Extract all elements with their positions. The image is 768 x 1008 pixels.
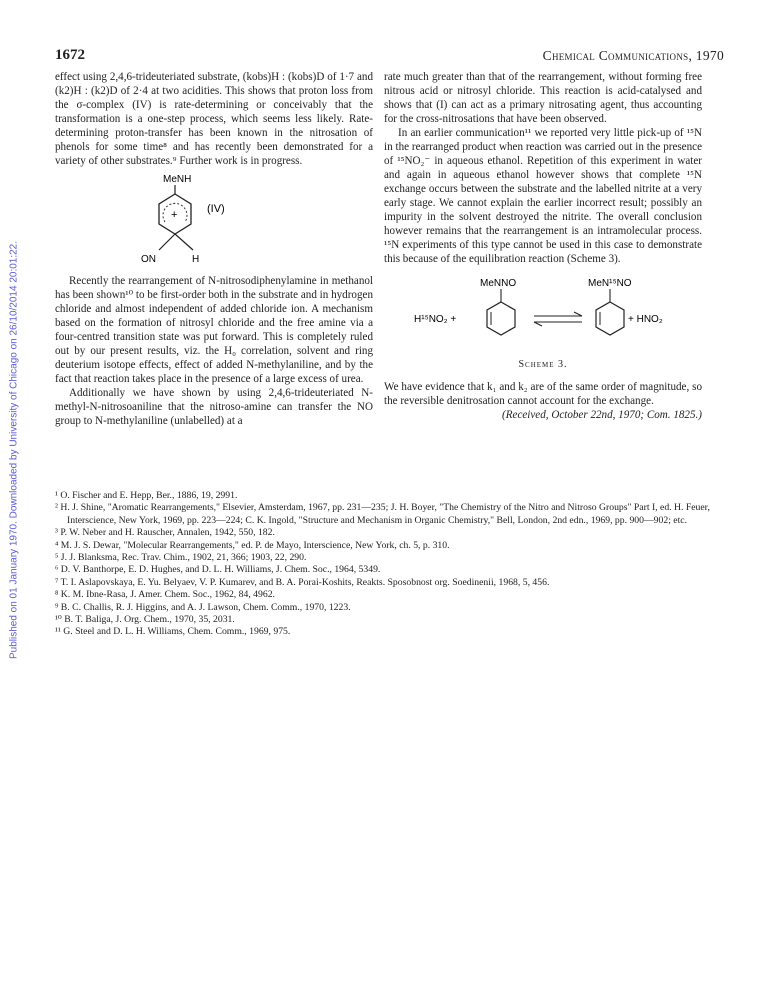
- left-paragraph-2: Recently the rearrangement of N-nitrosodiphenylamine in methanol has been shown¹⁰ to be first-order both in the substrate and in hydrogen chloride and almost independent of added chloride ion. A mechanism based on the formation of nitrosyl chloride and the free amine via a four-centred transition state was put forward. This is completely ruled out by our present results, viz. the H₀ correlation, solvent and ring deuterium isotope effects, effect of added N-methylaniline, and by the fact that reaction takes place in the presence of a large excess of urea.: [55, 275, 373, 385]
- right-paragraph-2: In an earlier communication¹¹ we reported very little pick-up of ¹⁵N in the rearranged product when reaction was carried out in the presence of ¹⁵NO₂⁻ in aqueous ethanol. Repetition of this experiment in water and again in aqueous ethanol however shows that complete ¹⁵N exchange occurs between the substrate and the labelled nitrite at a very early stage. We cannot explain the earlier incorrect result; possibly an impurity in the solvent destroyed the nitrite. The overall conclusion however remains that the rearrangement is an intramolecular process. ¹⁵N experiments of this type cannot be used in this case to demonstrate this because of the equilibration reaction (Scheme 3).: [384, 127, 702, 265]
- download-watermark-text: Published on 01 January 1970. Downloaded by University of Chicago on 26/10/2014 20:01:22.: [8, 240, 20, 660]
- figure-label-on: ON: [141, 254, 156, 265]
- reference-item: ⁹ B. C. Challis, R. J. Higgins, and A. J. Lawson, Chem. Comm., 1970, 1223.: [55, 601, 351, 613]
- scheme-forward-arrowhead: [574, 312, 582, 316]
- figure-bond-h: [175, 234, 193, 250]
- reference-item: ² H. J. Shine, "Aromatic Rearrangements," Elsevier, Amsterdam, 1967, pp. 231—235; J. H. Boyer, "The Chemistry of the Nitro and Nitroso Groups" Part I, ed. H. Feuer, Interscience, New York, 1969, pp. 223—224; C. K. Ingold, "Structure and Mechanism in Organic Chemistry," Bell, London, 2nd edn., 1969, pp. 900—902; etc.: [55, 502, 710, 526]
- scheme-right-men15no: MeN¹⁵NO: [588, 278, 632, 289]
- figure-bond-on: [159, 234, 175, 250]
- right-column: [384, 70, 702, 422]
- scheme-left-reagent: H¹⁵NO₂ +: [414, 314, 457, 325]
- received-date: (Received, October 22nd, 1970; Com. 1825.): [502, 409, 702, 421]
- reference-item: ⁶ D. V. Banthorpe, E. D. Hughes, and D. L. H. Williams, J. Chem. Soc., 1964, 5349.: [55, 564, 381, 576]
- scheme-left-menno: MeNNO: [480, 278, 517, 289]
- right-paragraph-3: We have evidence that k₁ and k₂ are of the same order of magnitude, so the reversible denitrosation cannot account for the exchange.: [384, 381, 702, 407]
- reference-item: ⁴ M. J. S. Dewar, "Molecular Rearrangements," ed. P. de Mayo, Interscience, New York, ch. 5, p. 310.: [55, 539, 450, 551]
- scheme-right-product: + HNO₂: [628, 314, 663, 325]
- reference-item: ¹ O. Fischer and E. Hepp, Ber., 1886, 19, 2991.: [55, 490, 238, 501]
- sigma-complex-figure: [55, 170, 373, 270]
- reference-item: ⁸ K. M. Ibne-Rasa, J. Amer. Chem. Soc., 1962, 84, 4962.: [55, 589, 275, 601]
- scheme-3-figure: [384, 274, 702, 356]
- reference-item: ⁵ J. J. Blanksma, Rec. Trav. Chim., 1902, 21, 366; 1903, 22, 290.: [55, 552, 307, 564]
- figure-label-h: H: [192, 254, 200, 265]
- download-watermark: [2, 150, 26, 750]
- reference-item: ³ P. W. Neber and H. Rauscher, Annalen, 1942, 550, 182.: [55, 527, 275, 539]
- scheme-reverse-arrowhead: [534, 322, 542, 326]
- reference-item: ¹⁰ B. T. Baliga, J. Org. Chem., 1970, 35, 2031.: [55, 614, 235, 626]
- reference-item: ⁷ T. I. Aslapovskaya, E. Yu. Belyaev, V. P. Kumarev, and B. A. Porai-Koshits, Reakts. Sposobnost org. Soedinenii, 1968, 5, 456.: [55, 576, 550, 588]
- scheme-3-structure: [384, 274, 702, 356]
- left-column: [55, 70, 373, 428]
- journal-header: Chemical Communications, 1970: [542, 48, 724, 63]
- sigma-complex-structure: [55, 170, 373, 270]
- right-paragraph-1: rate much greater than that of the rearrangement, without forming free nitrous acid or nitrosyl chloride. This reaction is acid-catalysed and shows that (I) can act as a primary nitrosating agent, thus accounting for the cross-nitrosations that have been observed.: [384, 71, 702, 125]
- reference-item: ¹¹ G. Steel and D. L. H. Williams, Chem. Comm., 1969, 975.: [55, 626, 291, 638]
- scheme-caption: Scheme 3.: [518, 359, 568, 370]
- figure-plus: +: [171, 209, 178, 221]
- references-list: [55, 490, 723, 639]
- page-number: 1672: [55, 47, 85, 63]
- figure-label-menh: MeNH: [163, 174, 192, 185]
- figure-compound-id: (IV): [207, 203, 225, 215]
- left-paragraph-1: effect using 2,4,6-trideuteriated substrate, (kobs)H : (kobs)D of 1·7 and (k2)H : (k2)D of 2·4 at two acidities. This shows that proton loss from the σ-complex (IV) is rate-determining or conceivably that the transformation is a one-step process, which seems less likely. Rate-determining proton-transfer has been known in the nitrosation of phenols for some time⁸ and has recently been demonstrated for a variety of other substrates.⁹ Further work is in progress.: [55, 71, 373, 167]
- left-paragraph-3: Additionally we have shown by using 2,4,6-trideuteriated N-methyl-N-nitrosoaniline that the nitroso-amine can transfer the NO group to N-methylaniline (unlabelled) at a: [55, 387, 373, 427]
